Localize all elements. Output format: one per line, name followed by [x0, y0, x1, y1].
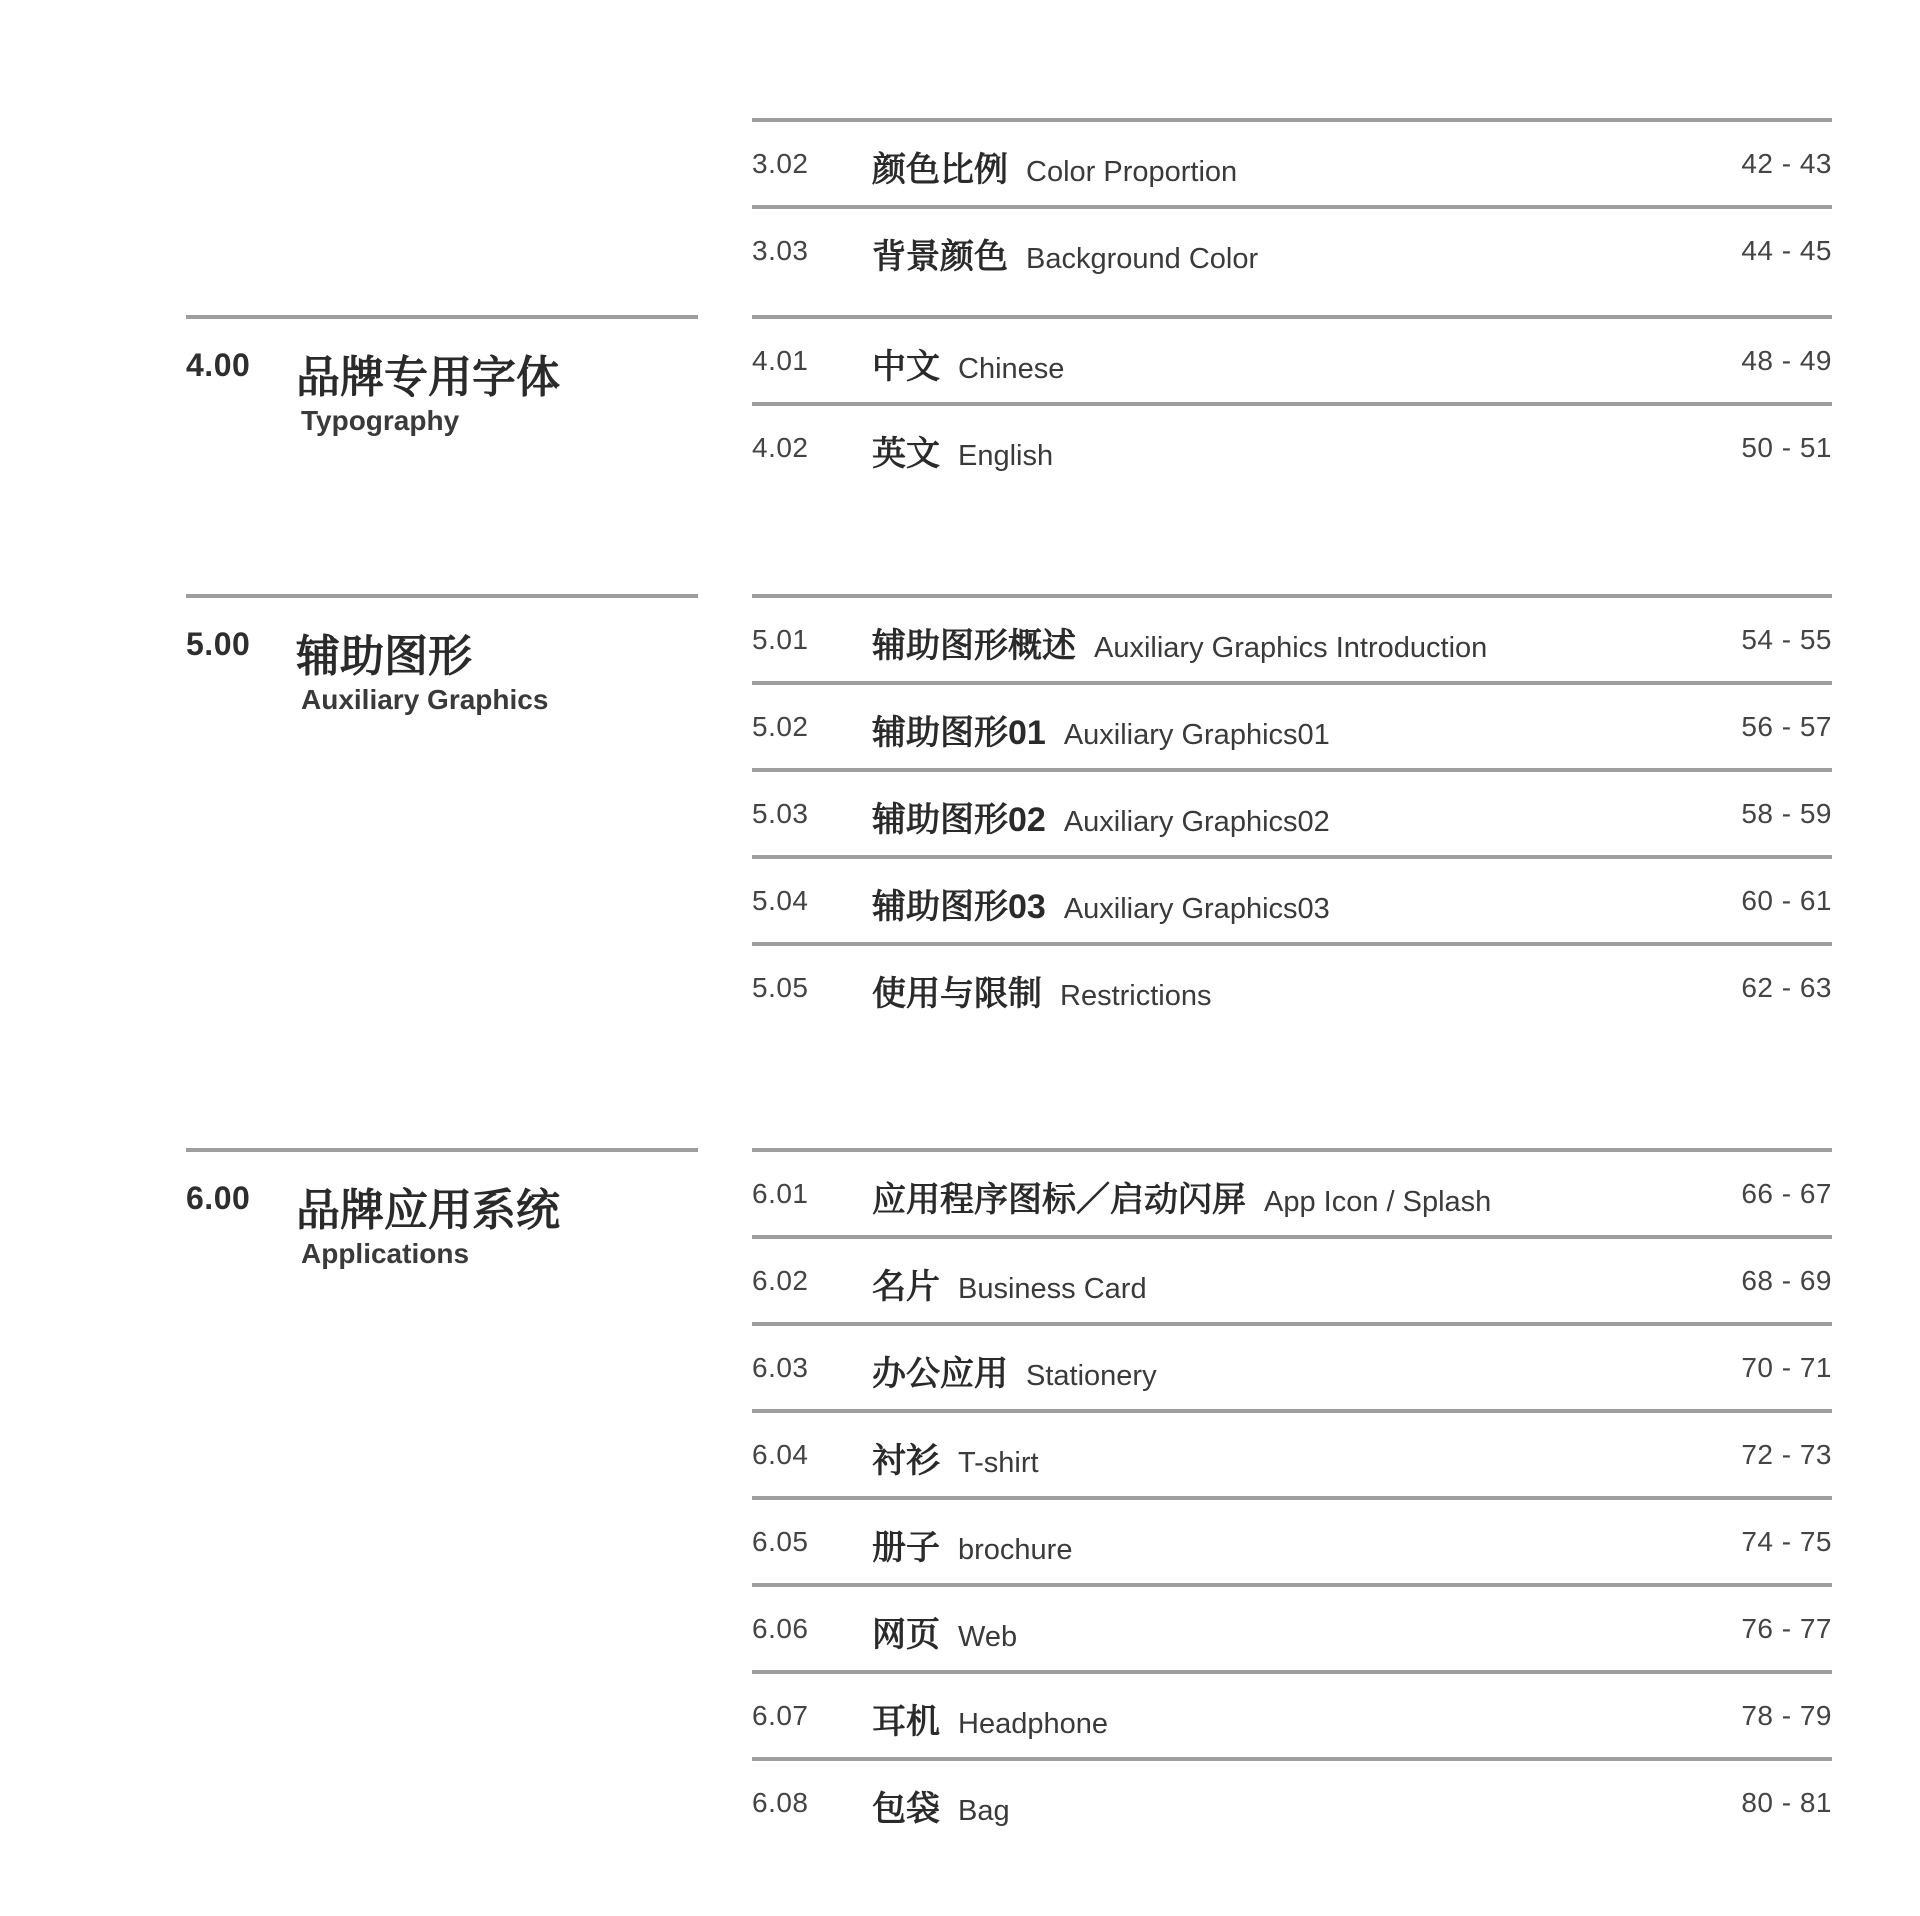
entry-title-en: English: [958, 440, 1054, 472]
entry-pages: 50 - 51: [1741, 432, 1832, 463]
toc-entry-5-04[interactable]: [752, 855, 1832, 943]
toc-entry-6-04[interactable]: [752, 1409, 1832, 1497]
entry-number: 5.03: [752, 798, 809, 829]
entry-title-cn: 辅助图形02: [872, 801, 1046, 839]
entry-pages: 70 - 71: [1741, 1352, 1832, 1383]
section-heading-applications: [186, 1148, 698, 1269]
entry-title-cn: 衬衫: [872, 1442, 940, 1480]
section-number: 6.00: [186, 1180, 251, 1216]
toc-entry-6-05[interactable]: [752, 1496, 1832, 1584]
entry-title-en: Stationery: [1026, 1360, 1157, 1392]
entry-title-en: Auxiliary Graphics03: [1063, 893, 1330, 925]
entry-title-cn: 耳机: [872, 1703, 940, 1741]
toc-entry-5-02[interactable]: [752, 681, 1832, 769]
entry-title-cn: 名片: [872, 1268, 940, 1306]
entry-title-cn: 网页: [872, 1616, 940, 1654]
entry-title-en: Auxiliary Graphics02: [1063, 806, 1330, 838]
entry-title-cn: 册子: [872, 1529, 940, 1567]
section-title-cn: 辅助图形: [296, 632, 472, 681]
entry-title-cn: 应用程序图标／启动闪屏: [872, 1181, 1246, 1219]
section-title-en: Typography: [301, 405, 460, 436]
entry-title-cn: 办公应用: [872, 1355, 1008, 1393]
entry-number: 4.01: [752, 345, 809, 376]
toc-entry-6-01[interactable]: [752, 1148, 1832, 1236]
toc-entry-4-01[interactable]: [752, 315, 1832, 403]
entry-title-en: T-shirt: [958, 1447, 1039, 1479]
entry-title-cn: 辅助图形03: [872, 888, 1046, 926]
entry-pages: 62 - 63: [1741, 972, 1832, 1003]
entry-number: 6.05: [752, 1526, 809, 1557]
entry-pages: 48 - 49: [1741, 345, 1832, 376]
entry-number: 6.02: [752, 1265, 809, 1296]
entry-title-en: Restrictions: [1060, 980, 1212, 1012]
entry-title-cn: 使用与限制: [872, 975, 1042, 1013]
toc-entry-6-07[interactable]: [752, 1670, 1832, 1758]
entry-number: 5.01: [752, 624, 809, 655]
entry-number: 5.04: [752, 885, 809, 916]
toc-entry-5-05[interactable]: [752, 942, 1832, 1030]
toc-entry-3-02[interactable]: [752, 118, 1832, 206]
entry-number: 4.02: [752, 432, 809, 463]
entry-number: 6.03: [752, 1352, 809, 1383]
entry-title-en: Background Color: [1026, 243, 1259, 275]
entry-pages: 58 - 59: [1741, 798, 1832, 829]
entry-number: 3.02: [752, 148, 809, 179]
section-title-en: Applications: [301, 1238, 470, 1269]
section-title-cn: 品牌应用系统: [296, 1186, 560, 1235]
toc-entry-6-08[interactable]: [752, 1757, 1832, 1845]
entry-title-cn: 中文: [872, 348, 940, 386]
entry-pages: 74 - 75: [1741, 1526, 1832, 1557]
entry-pages: 60 - 61: [1741, 885, 1832, 916]
entry-title-cn: 辅助图形01: [872, 714, 1046, 752]
entry-title-en: Bag: [958, 1795, 1010, 1827]
toc-entry-6-06[interactable]: [752, 1583, 1832, 1671]
entry-title-cn: 英文: [872, 435, 940, 473]
entry-title-cn: 包袋: [872, 1790, 940, 1828]
entry-title-en: App Icon / Splash: [1264, 1186, 1492, 1218]
entry-pages: 54 - 55: [1741, 624, 1832, 655]
section-heading-auxiliary-graphics: [186, 594, 698, 715]
toc-entry-3-03[interactable]: [752, 205, 1832, 293]
entry-pages: 80 - 81: [1741, 1787, 1832, 1818]
entry-number: 3.03: [752, 235, 809, 266]
section-number: 5.00: [186, 626, 251, 662]
entry-title-en: Business Card: [958, 1273, 1147, 1305]
entry-title-en: Web: [958, 1621, 1018, 1653]
entry-number: 5.02: [752, 711, 809, 742]
toc-entry-5-01[interactable]: [752, 594, 1832, 682]
entry-title-en: Auxiliary Graphics Introduction: [1094, 632, 1488, 664]
entry-title-cn: 背景颜色: [872, 238, 1008, 276]
entry-title-en: Headphone: [958, 1708, 1108, 1740]
entry-title-cn: 辅助图形概述: [872, 627, 1076, 665]
section-heading-typography: [186, 315, 698, 436]
entry-pages: 68 - 69: [1741, 1265, 1832, 1296]
entry-number: 6.07: [752, 1700, 809, 1731]
entry-pages: 72 - 73: [1741, 1439, 1832, 1470]
entry-number: 6.01: [752, 1178, 809, 1209]
toc-entry-4-02[interactable]: [752, 402, 1832, 490]
entry-title-en: brochure: [958, 1534, 1073, 1566]
entry-title-en: Chinese: [958, 353, 1065, 385]
entry-pages: 78 - 79: [1741, 1700, 1832, 1731]
entry-number: 5.05: [752, 972, 809, 1003]
entry-number: 6.06: [752, 1613, 809, 1644]
entry-pages: 76 - 77: [1741, 1613, 1832, 1644]
entry-pages: 42 - 43: [1741, 148, 1832, 179]
section-title-cn: 品牌专用字体: [296, 353, 560, 402]
toc-entry-5-03[interactable]: [752, 768, 1832, 856]
entry-pages: 66 - 67: [1741, 1178, 1832, 1209]
toc-entry-6-03[interactable]: [752, 1322, 1832, 1410]
entry-title-en: Color Proportion: [1026, 156, 1238, 188]
toc-entry-6-02[interactable]: [752, 1235, 1832, 1323]
section-title-en: Auxiliary Graphics: [301, 684, 549, 715]
section-number: 4.00: [186, 347, 251, 383]
entry-title-cn: 颜色比例: [872, 151, 1008, 189]
entry-pages: 44 - 45: [1741, 235, 1832, 266]
entry-pages: 56 - 57: [1741, 711, 1832, 742]
entry-number: 6.04: [752, 1439, 809, 1470]
entry-title-en: Auxiliary Graphics01: [1063, 719, 1330, 751]
entry-number: 6.08: [752, 1787, 809, 1818]
